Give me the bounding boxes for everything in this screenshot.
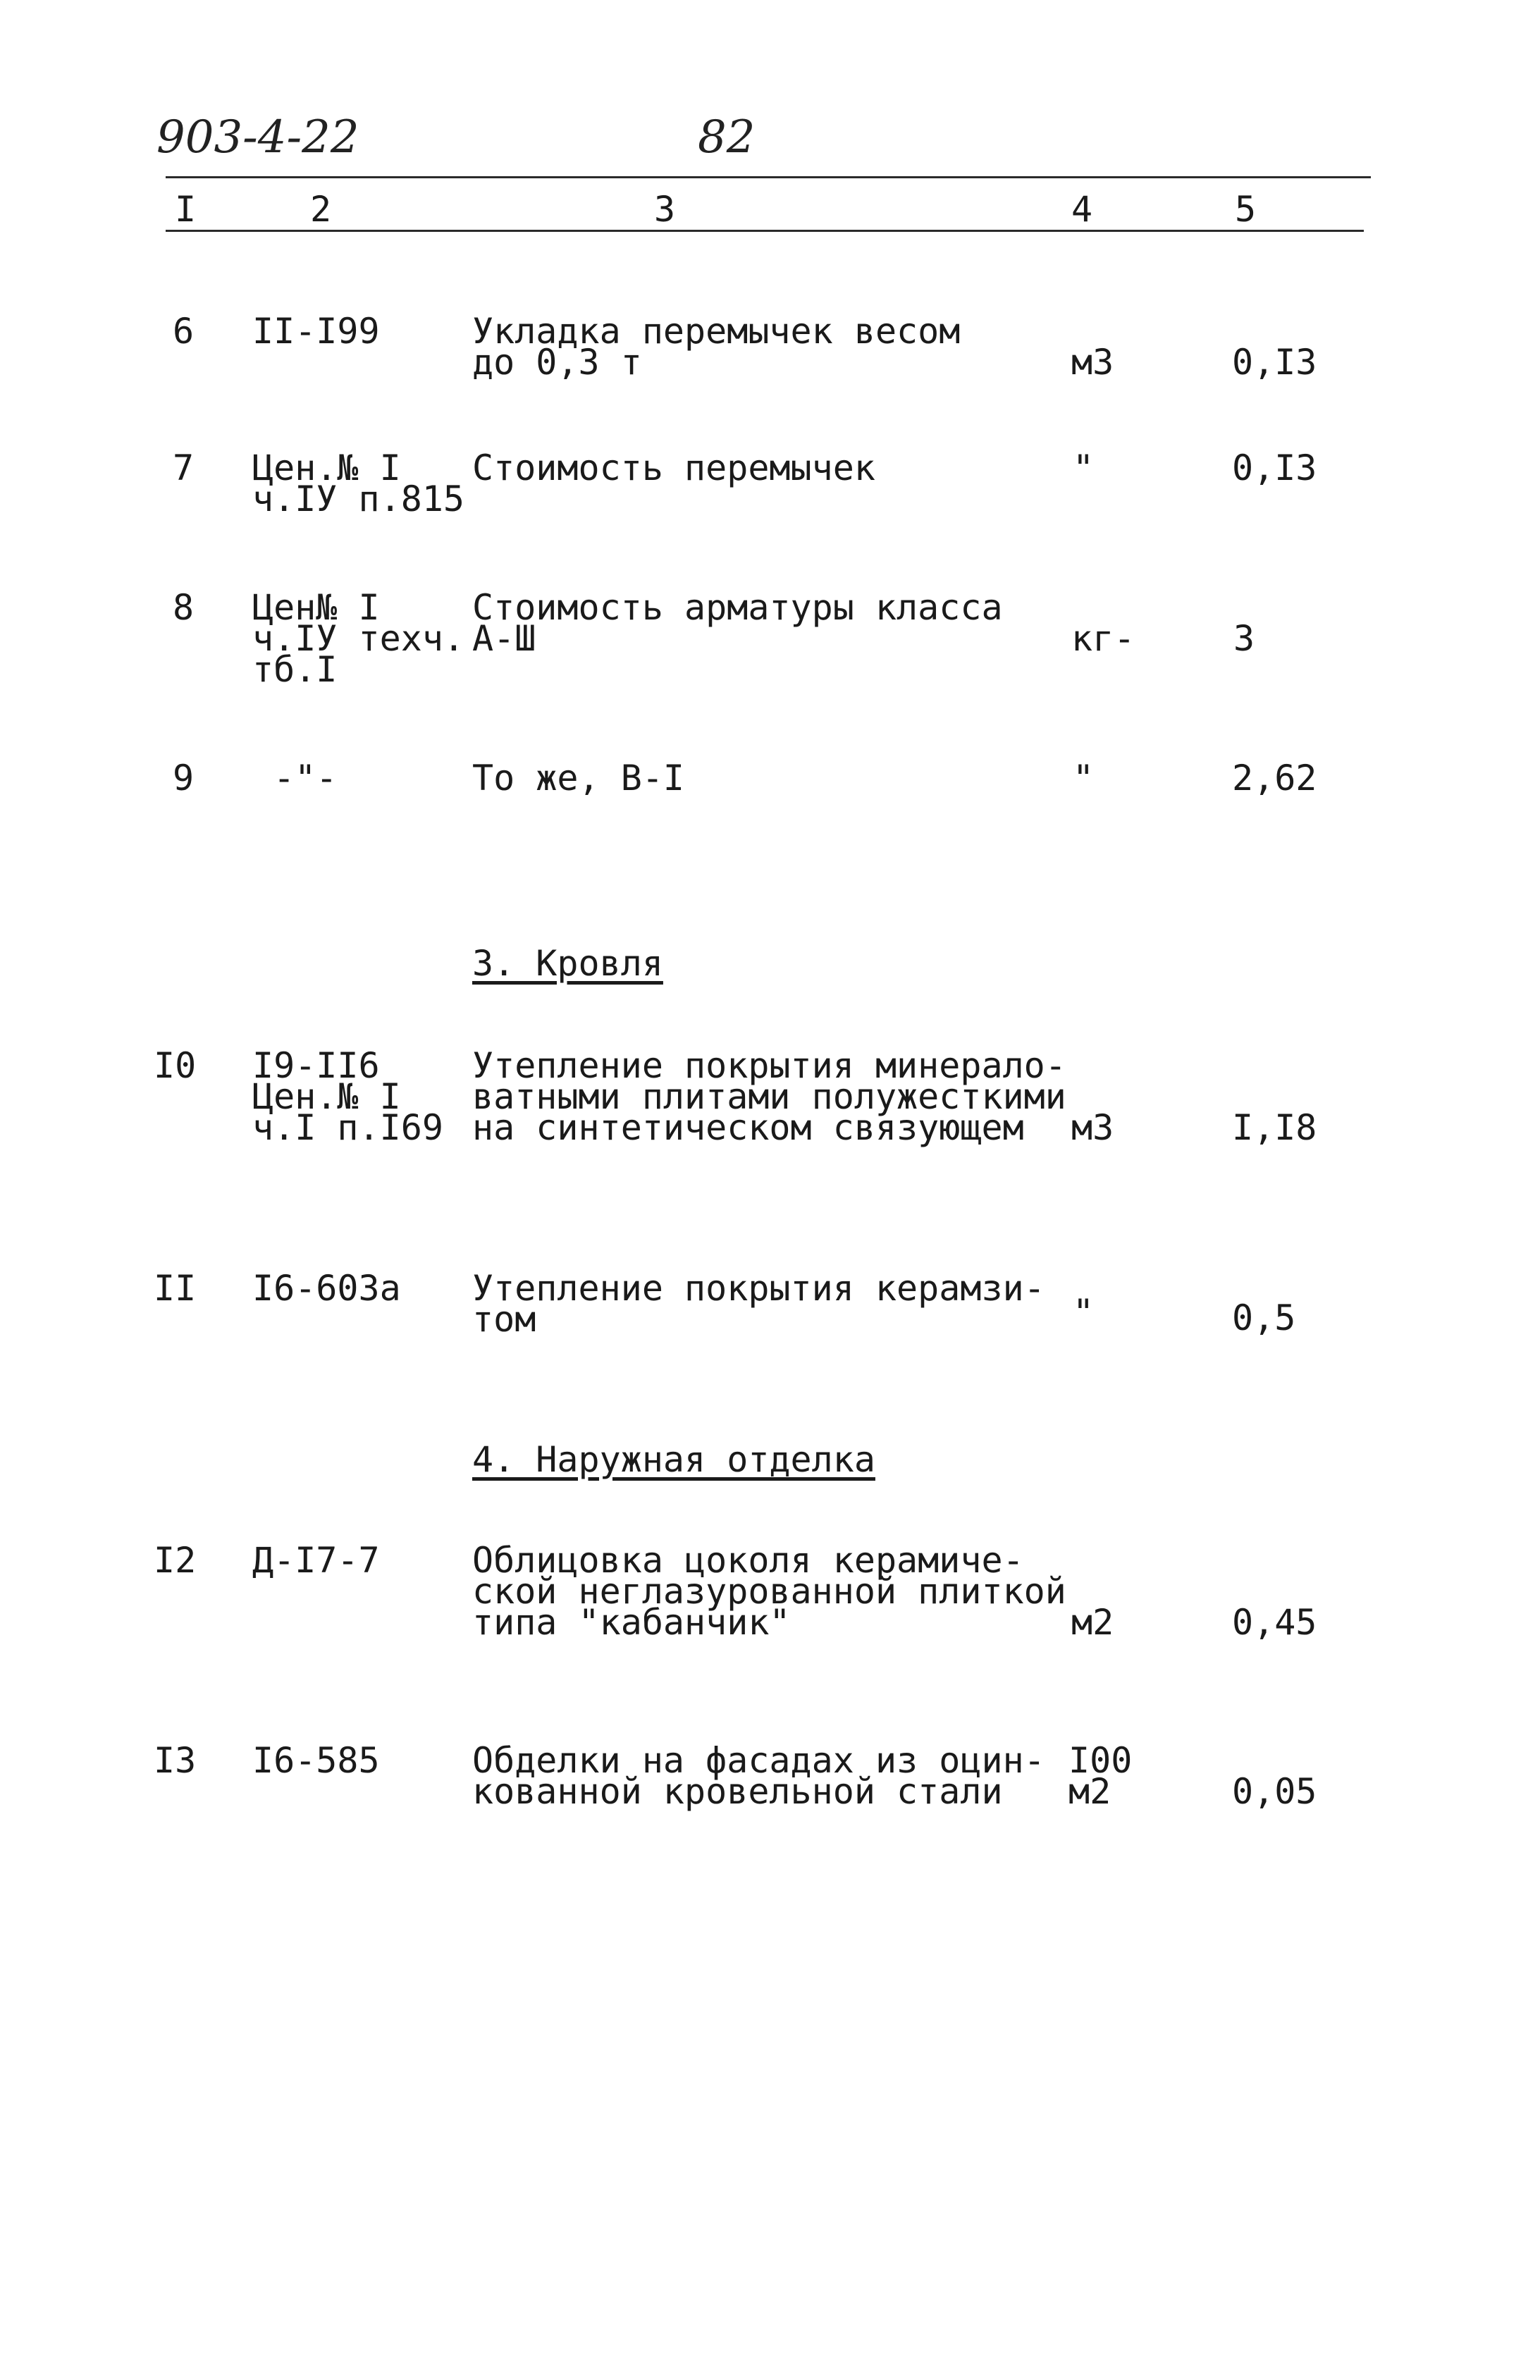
row-number: II [154, 1268, 197, 1309]
unit: " [1073, 448, 1095, 488]
price-reference: -"- [273, 758, 338, 799]
unit: " [1073, 758, 1095, 799]
row-number: I3 [154, 1740, 197, 1781]
section-title-roof: 3. Кровля [472, 943, 663, 984]
price-reference: I6-585 [252, 1740, 380, 1781]
row-number: 7 [173, 448, 195, 488]
quantity: 0,5 [1232, 1297, 1296, 1338]
column-header-2: 2 [310, 189, 332, 230]
column-header-3: 3 [654, 189, 676, 230]
price-reference: Цен№ I ч.IУ техч. тб.I [252, 587, 465, 690]
price-reference: I9-II6 Цен.№ I ч.I п.I69 [252, 1045, 443, 1148]
price-reference: I6-603а [252, 1268, 401, 1309]
column-header-5: 5 [1235, 189, 1257, 230]
price-reference: Д-I7-7 [252, 1540, 380, 1581]
column-header-1: I [175, 189, 197, 230]
quantity: 2,62 [1232, 758, 1317, 799]
work-description: Стоимость перемычек [472, 448, 875, 488]
work-description: Стоимость арматуры класса А-Ш [472, 587, 1003, 659]
row-number: 9 [173, 758, 195, 799]
row-number: I2 [154, 1540, 197, 1581]
row-number: 6 [173, 311, 195, 352]
quantity: 0,I3 [1232, 342, 1317, 383]
work-description: Утепление покрытия минерало- ватными плитами полужесткими на синтетическом связующем [472, 1045, 1066, 1148]
work-description: Укладка перемычек весом до 0,3 т [472, 311, 961, 383]
unit: кг- [1071, 618, 1135, 659]
unit: м2 [1071, 1602, 1114, 1643]
quantity: 3 [1233, 618, 1255, 659]
column-header-4: 4 [1071, 189, 1093, 230]
quantity: 0,I3 [1232, 448, 1317, 488]
row-number: 8 [173, 587, 195, 628]
unit: I00 м2 [1068, 1740, 1133, 1812]
quantity: 0,45 [1232, 1602, 1317, 1643]
unit: м3 [1071, 1107, 1114, 1148]
header-top-rule [166, 176, 1371, 178]
section-title-exterior-finish: 4. Наружная отделка [472, 1439, 875, 1480]
document-code: 903-4-22 [156, 111, 359, 164]
page-number: 82 [698, 111, 756, 164]
work-description: Облицовка цоколя керамиче- ской неглазурованной плиткой типа "кабанчик" [472, 1540, 1066, 1643]
unit: м3 [1071, 342, 1114, 383]
work-description: То же, В-I [472, 758, 685, 799]
price-reference: II-I99 [252, 311, 380, 352]
row-number: I0 [154, 1045, 197, 1086]
unit: " [1073, 1292, 1095, 1333]
price-reference: Цен.№ I ч.IУ п.815 [252, 448, 465, 519]
work-description: Утепление покрытия керамзи- том [472, 1268, 1045, 1340]
work-description: Обделки на фасадах из оцин- кованной кровельной стали [472, 1740, 1045, 1812]
header-bottom-rule [166, 230, 1364, 232]
quantity: I,I8 [1232, 1107, 1317, 1148]
quantity: 0,05 [1232, 1771, 1317, 1812]
